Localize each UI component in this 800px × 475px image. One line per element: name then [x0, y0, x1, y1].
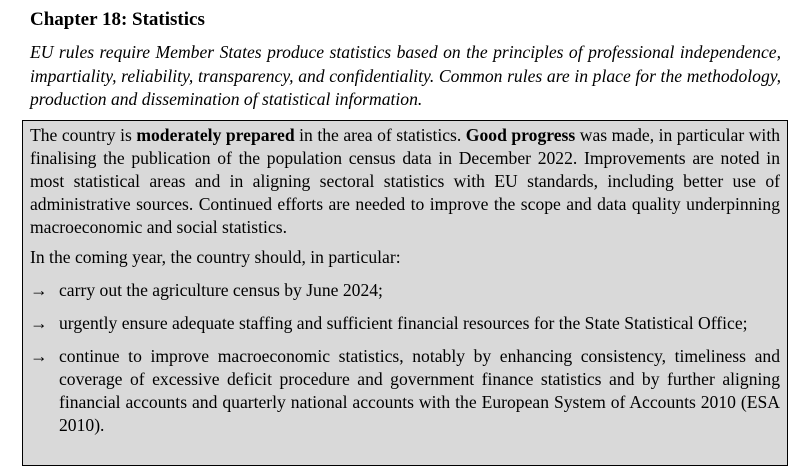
recommendation-item: [30, 345, 780, 437]
arrow-icon: →: [30, 313, 48, 333]
preparedness-level: moderately prepared: [136, 125, 295, 145]
recommendation-text: carry out the agriculture census by June 2024;: [59, 280, 383, 300]
assessment-text-1: The country is: [30, 125, 137, 145]
assessment-text-3: was made, in particular with finalising the publication of the population census data in December 2022. Improvements are noted in most statistical areas and in aligning sectoral statistics with EU standards, including better use of administrative sources. Continued efforts are needed to improve the scope and data quality underpinning macroeconomic and social statistics.: [30, 125, 780, 237]
chapter-title: Chapter 18: Statistics: [30, 9, 205, 30]
arrow-icon: →: [30, 280, 48, 300]
assessment-text-2: in the area of statistics.: [294, 125, 466, 145]
chapter-intro: EU rules require Member States produce statistics based on the principles of professional independence, impartiality, reliability, transparency, and confidentiality. Common rules are in place for the methodology, production and dissemination of statistical information.: [30, 42, 781, 109]
recommendation-item: [30, 312, 780, 335]
progress-level: Good progress: [465, 125, 576, 145]
recommendations-lead: In the coming year, the country should, in particular:: [30, 247, 401, 267]
assessment-paragraph: [30, 124, 780, 239]
recommendation-text: continue to improve macroeconomic statistics, notably by enhancing consistency, timeliness and coverage of excessive deficit procedure and government finance statistics and by further aligning financial accounts and quarterly national accounts with the European System of Accounts 2010 (ESA 2010).: [59, 346, 780, 435]
summary-box: [22, 120, 788, 466]
recommendation-text: urgently ensure adequate staffing and sufficient financial resources for the State Statistical Office;: [59, 313, 748, 333]
recommendation-item: [30, 279, 780, 302]
arrow-icon: →: [30, 346, 48, 366]
